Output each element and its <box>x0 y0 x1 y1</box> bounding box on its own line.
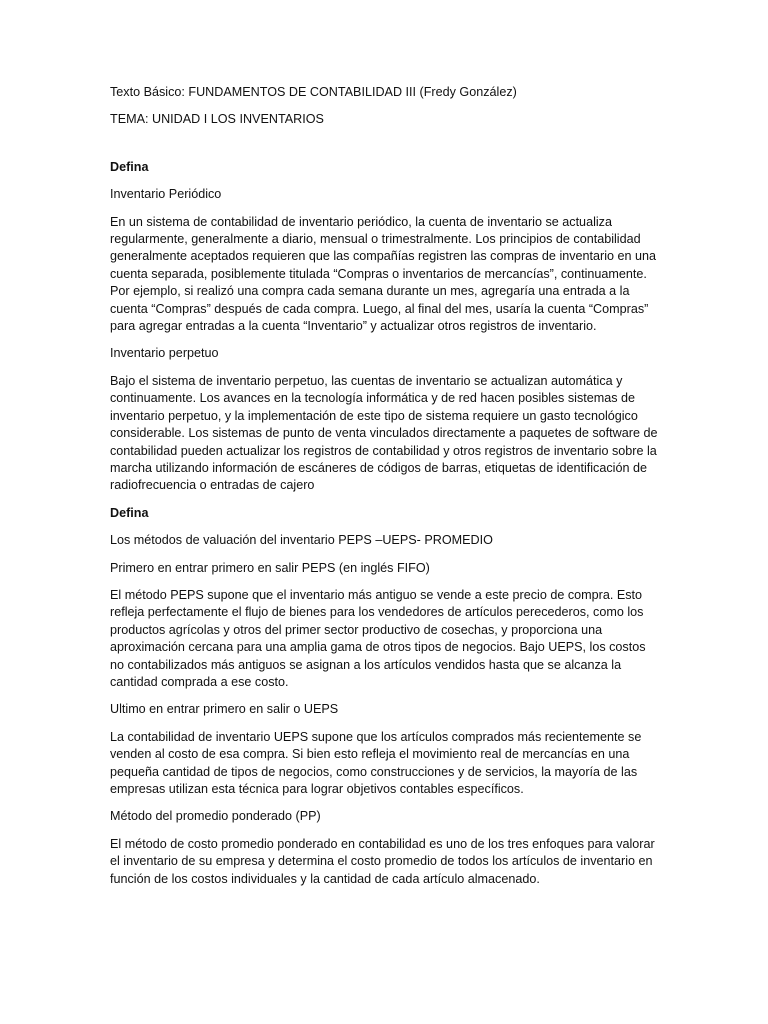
texto-basico-line: Texto Básico: FUNDAMENTOS DE CONTABILIDAD III (Fredy González) <box>110 85 517 99</box>
defina-heading-2: Defina <box>110 505 149 520</box>
metodos-title: Los métodos de valuación del inventario PEPS –UEPS- PROMEDIO <box>110 533 493 548</box>
tema-line: TEMA: UNIDAD I LOS INVENTARIOS <box>110 112 324 127</box>
defina-heading-1: Defina <box>110 159 149 174</box>
ueps-title: Ultimo en entrar primero en salir o UEPS <box>110 702 339 717</box>
document-page <box>110 84 662 888</box>
pp-body: El método de costo promedio ponderado en contabilidad es uno de los tres enfoques para valorar el inventario de su empresa y determina el costo promedio de todos los artículos de inventario en función de los costos individuales y la cantidad de cada artículo almacenado. <box>110 836 655 886</box>
perpetuo-body: Bajo el sistema de inventario perpetuo, las cuentas de inventario se actualizan automática y continuamente. Los avances en la tecnología informática y de red hacen posibles sistemas de inventario perpetuo, y la implementación de este tipo de sistema requiere un gasto tecnológico considerable. Los sistemas de punto de venta vinculados directamente a paquetes de software de contabilidad pueden actualizar los registros de contabilidad y otros registros de inventario sobre la marcha utilizando información de escáneres de códigos de barras, etiquetas de identificación de radiofrecuencia o entradas de cajero <box>110 373 658 493</box>
ueps-body: La contabilidad de inventario UEPS supone que los artículos comprados más recientemente se venden al costo de esa compra. Si bien esto refleja el movimiento real de mercancías en una pequeña cantidad de tipos de negocios, como construcciones y de servicios, la mayoría de las empresas utilizan esta técnica para lograr objetivos contables específicos. <box>110 729 642 796</box>
perpetuo-title: Inventario perpetuo <box>110 346 219 361</box>
pp-title: Método del promedio ponderado (PP) <box>110 809 321 824</box>
peps-body: El método PEPS supone que el inventario más antiguo se vende a este precio de compra. Esto refleja perfectamente el flujo de bienes para los vendedores de artículos perecederos, como los productos agrícolas y otros del primer sector productivo de cosechas, y proporciona una aproximación cercana para una amplia gama de otros tipos de negocios. Bajo UEPS, los costos no contabilizados más antiguos se asignan a los artículos vendidos hasta que se alcanza la cantidad comprada a ese costo. <box>110 587 646 689</box>
periodico-body: En un sistema de contabilidad de inventario periódico, la cuenta de inventario se actualiza regularmente, generalmente a diario, mensual o trimestralmente. Los principios de contabilidad generalmente aceptados requieren que las compañías registren las compras de inventario en una cuenta separada, posiblemente titulada “Compras o inventarios de mercancías”, continuamente. Por ejemplo, si realizó una compra cada semana durante un mes, agregaría una entrada a la cuenta “Compras” después de cada compra. Luego, al final del mes, usaría la cuenta “Compras” para agregar entradas a la cuenta “Inventario” y actualizar otros registros de inventario. <box>110 214 657 334</box>
periodico-title: Inventario Periódico <box>110 187 222 202</box>
peps-title: Primero en entrar primero en salir PEPS (en inglés FIFO) <box>110 560 430 575</box>
